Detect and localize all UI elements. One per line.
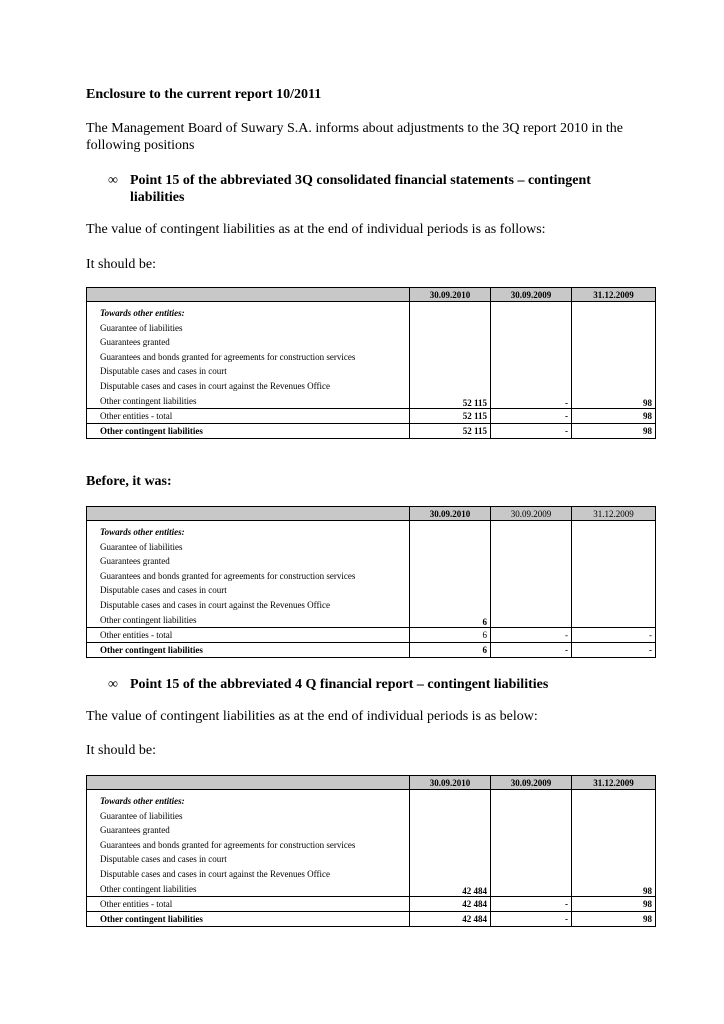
item-label: Disputable cases and cases in court <box>100 585 227 596</box>
table-row-grand <box>87 643 656 658</box>
header-31-12-2009: 31.12.2009 <box>572 507 656 521</box>
table-row-total <box>87 897 656 912</box>
value-cell: 98 <box>572 302 656 409</box>
item-label: Guarantees and bonds granted for agreements for construction services <box>100 351 356 362</box>
towards-label: Towards other entities: <box>100 308 185 318</box>
value-cell: 6 <box>410 628 491 643</box>
table-header-row <box>87 776 656 790</box>
value-cell: 98 <box>572 409 656 424</box>
value-cell: 98 <box>572 424 656 439</box>
row-labels-cell <box>87 521 410 628</box>
grand-label: Other contingent liabilities <box>87 424 410 439</box>
header-30-09-2010: 30.09.2010 <box>410 507 491 521</box>
section2-heading-text: Point 15 of the abbreviated 4 Q financial report – contingent liabilities <box>130 677 549 692</box>
item-label: Other contingent liabilities <box>100 395 197 406</box>
section2-should-be: It should be: <box>86 743 156 758</box>
header-empty <box>87 776 410 790</box>
header-30-09-2009: 30.09.2009 <box>491 507 572 521</box>
table-row-grand <box>87 424 656 439</box>
infinity-bullet-icon: ∞ <box>108 173 118 188</box>
value-cell: 98 <box>572 912 656 927</box>
grand-label: Other contingent liabilities <box>87 912 410 927</box>
item-label: Guarantee of liabilities <box>100 322 183 333</box>
item-label: Disputable cases and cases in court against the Revenues Office <box>100 380 331 391</box>
table-3q-before <box>86 506 656 658</box>
header-31-12-2009: 31.12.2009 <box>572 776 656 790</box>
table-row-total <box>87 409 656 424</box>
before-label: Before, it was: <box>86 474 172 489</box>
item-label: Other contingent liabilities <box>100 614 197 625</box>
header-31-12-2009: 31.12.2009 <box>572 288 656 302</box>
value-cell: - <box>572 643 656 658</box>
item-label: Disputable cases and cases in court <box>100 854 227 865</box>
header-30-09-2010: 30.09.2010 <box>410 288 491 302</box>
total-label: Other entities - total <box>87 409 410 424</box>
header-30-09-2010: 30.09.2010 <box>410 776 491 790</box>
value-cell: 52 115 <box>410 302 491 409</box>
table-body-row <box>87 790 656 897</box>
table-row-total <box>87 628 656 643</box>
table-row-grand <box>87 912 656 927</box>
item-label: Guarantees granted <box>100 556 170 567</box>
item-label: Guarantees granted <box>100 337 170 348</box>
value-cell <box>491 790 572 897</box>
value-cell: - <box>491 912 572 927</box>
header-empty <box>87 507 410 521</box>
value-cell: 52 115 <box>410 424 491 439</box>
item-label: Disputable cases and cases in court against the Revenues Office <box>100 599 331 610</box>
section1-heading-text: Point 15 of the abbreviated 3Q consolidated financial statements – contingent liabilities <box>130 173 591 205</box>
value-cell: 98 <box>572 897 656 912</box>
header-empty <box>87 288 410 302</box>
value-cell <box>491 521 572 628</box>
section2-description: The value of contingent liabilities as at the end of individual periods is as below: <box>86 709 538 724</box>
value-cell: - <box>491 897 572 912</box>
table-body-row <box>87 521 656 628</box>
towards-label: Towards other entities: <box>100 796 185 806</box>
row-labels-cell <box>87 302 410 409</box>
value-cell: 6 <box>410 521 491 628</box>
value-cell: - <box>572 628 656 643</box>
table-header-row <box>87 288 656 302</box>
item-label: Guarantee of liabilities <box>100 810 183 821</box>
value-cell <box>572 521 656 628</box>
table-body-row <box>87 302 656 409</box>
value-cell: 52 115 <box>410 409 491 424</box>
value-cell: - <box>491 643 572 658</box>
towards-label: Towards other entities: <box>100 527 185 537</box>
item-label: Disputable cases and cases in court against the Revenues Office <box>100 868 331 879</box>
total-label: Other entities - total <box>87 897 410 912</box>
item-label: Guarantees granted <box>100 825 170 836</box>
document-title: Enclosure to the current report 10/2011 <box>86 87 322 102</box>
row-labels-cell <box>87 790 410 897</box>
header-30-09-2009: 30.09.2009 <box>491 776 572 790</box>
intro-paragraph: The Management Board of Suwary S.A. informs about adjustments to the 3Q report 2010 in the following positions <box>86 121 623 153</box>
grand-label: Other contingent liabilities <box>87 643 410 658</box>
infinity-bullet-icon: ∞ <box>108 677 118 692</box>
value-cell: 42 484 <box>410 790 491 897</box>
section1-description: The value of contingent liabilities as at the end of individual periods is as follows: <box>86 222 546 237</box>
value-cell: - <box>491 628 572 643</box>
value-cell: 42 484 <box>410 912 491 927</box>
table-4q-should-be <box>86 775 656 927</box>
value-cell: - <box>491 424 572 439</box>
table-3q-should-be <box>86 287 656 439</box>
header-30-09-2009: 30.09.2009 <box>491 288 572 302</box>
value-cell: 6 <box>410 643 491 658</box>
item-label: Guarantees and bonds granted for agreements for construction services <box>100 570 356 581</box>
value-cell: - <box>491 302 572 409</box>
value-cell: - <box>491 409 572 424</box>
item-label: Guarantees and bonds granted for agreements for construction services <box>100 839 356 850</box>
item-label: Disputable cases and cases in court <box>100 366 227 377</box>
value-cell: 42 484 <box>410 897 491 912</box>
item-label: Guarantee of liabilities <box>100 541 183 552</box>
table-header-row <box>87 507 656 521</box>
total-label: Other entities - total <box>87 628 410 643</box>
item-label: Other contingent liabilities <box>100 883 197 894</box>
value-cell: 98 <box>572 790 656 897</box>
section1-should-be: It should be: <box>86 257 156 272</box>
